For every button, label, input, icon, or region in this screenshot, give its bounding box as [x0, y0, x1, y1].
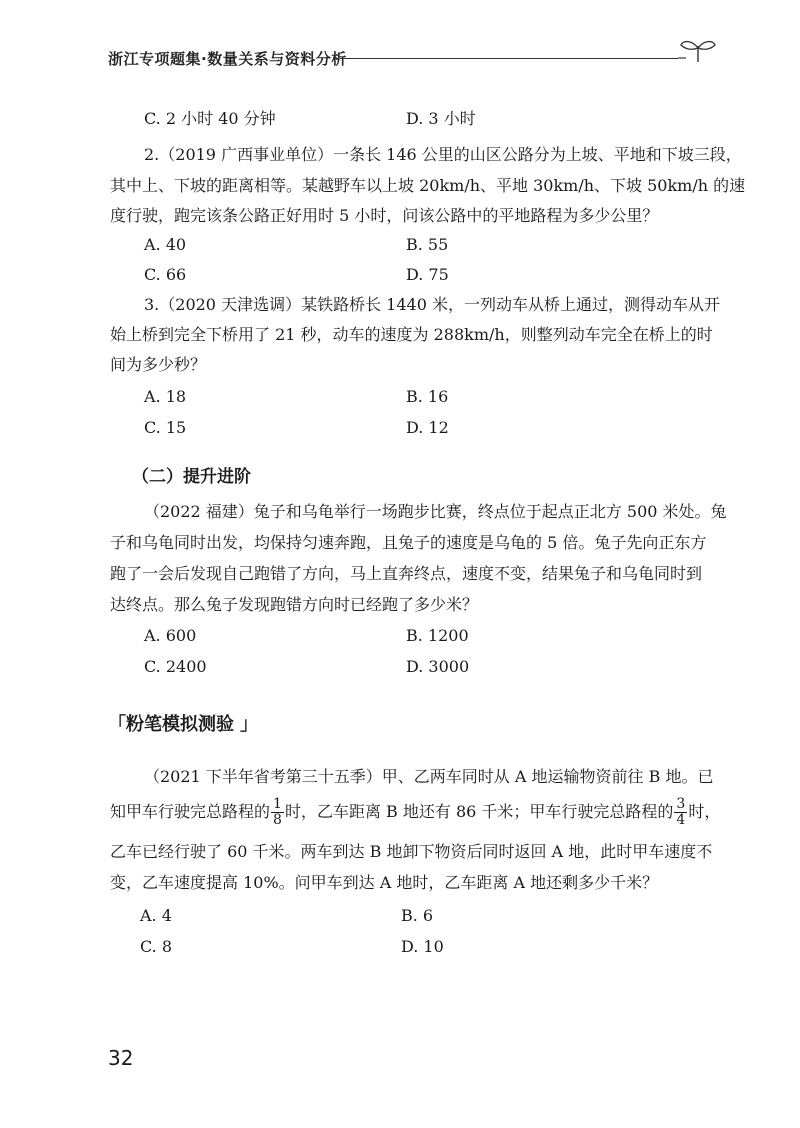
mock-option-c: C. 8	[140, 937, 173, 956]
option-d: D. 3 小时	[406, 109, 476, 128]
fraction-2-denominator: 4	[676, 811, 686, 828]
mock-option-a: A. 4	[140, 906, 172, 925]
mock-line-2	[110, 790, 720, 834]
fraction-1-numerator: 1	[273, 795, 282, 812]
mock-line-2-part-a: 知甲车行驶完总路程的	[110, 802, 271, 821]
mock-line-1: （2021 下半年省考第三十五季）甲、乙两车同时从 A 地运输物资前往 B 地。已	[144, 767, 714, 786]
header-rule	[340, 58, 678, 59]
fraction-1-denominator: 8	[273, 811, 282, 828]
mock-line-4: 变，乙车速度提高 10%。问甲车到达 A 地时，乙车距离 A 地还剩多少千米？	[110, 873, 659, 892]
page-number: 32	[108, 1046, 134, 1070]
s2-line-4: 达终点。那么兔子发现跑错方向时已经跑了多少米？	[110, 595, 479, 614]
q3-line-3: 间为多少秒？	[110, 355, 207, 374]
mock-bracket-right: 」	[240, 714, 258, 735]
s2-option-d: D. 3000	[406, 657, 470, 676]
s2-option-b: B. 1200	[406, 626, 469, 645]
q2-line-2: 其中上、下坡的距离相等。某越野车以上坡 20km/h、平地 30km/h、下坡 50km/h 的速	[110, 176, 746, 195]
s2-line-2: 子和乌龟同时出发，均保持匀速奔跑，且兔子的速度是乌龟的 5 倍。兔子先向正东方	[110, 533, 707, 552]
sprout-icon	[678, 36, 718, 64]
q3-option-b: B. 16	[406, 387, 449, 406]
q3-option-d: D. 12	[406, 418, 449, 437]
q2-line-1: 2.（2019 广西事业单位）一条长 146 公里的山区公路分为上坡、平地和下坡三段，	[144, 145, 742, 164]
q3-option-c: C. 15	[144, 418, 187, 437]
mock-option-b: B. 6	[401, 906, 434, 925]
q3-line-2: 始上桥到完全下桥用了 21 秒，动车的速度为 288km/h，则整列动车完全在桥上的时	[110, 325, 713, 344]
mock-line-2-part-b: 时，乙车距离 B 地还有 86 千米；甲车行驶完总路程的	[284, 802, 674, 821]
mock-line-3: 乙车已经行驶了 60 千米。两车到达 B 地卸下物资后同时返回 A 地，此时甲车速度不	[110, 842, 713, 861]
s2-option-c: C. 2400	[144, 657, 207, 676]
q2-option-c: C. 66	[144, 265, 187, 284]
q2-option-b: B. 55	[406, 235, 449, 254]
mock-heading	[108, 710, 258, 736]
fraction-one-eighth	[271, 797, 284, 828]
q3-option-a: A. 18	[144, 387, 187, 406]
fraction-three-quarters	[674, 797, 687, 828]
q2-line-3: 度行驶，跑完该条公路正好用时 5 小时，问该公路中的平地路程为多少公里？	[110, 206, 659, 225]
mock-title: 粉笔模拟测验	[126, 714, 234, 735]
section-title: （二）提升进阶	[132, 467, 251, 487]
s2-option-a: A. 600	[144, 626, 197, 645]
option-c: C. 2 小时 40 分钟	[144, 109, 276, 128]
q2-option-d: D. 75	[406, 265, 449, 284]
q3-line-1: 3.（2020 天津选调）某铁路桥长 1440 米，一列动车从桥上通过，测得动车从开	[144, 295, 720, 314]
q2-option-a: A. 40	[144, 235, 187, 254]
mock-line-2-part-c: 时，	[688, 802, 721, 821]
running-header: 浙江专项题集·数量关系与资料分析	[108, 50, 347, 68]
s2-line-1: （2022 福建）兔子和乌龟举行一场跑步比赛，终点位于起点正北方 500 米处。兔	[144, 502, 727, 521]
s2-line-3: 跑了一会后发现自己跑错了方向，马上直奔终点，速度不变，结果兔子和乌龟同时到	[110, 564, 703, 583]
mock-bracket-left: 「	[108, 714, 126, 735]
fraction-2-numerator: 3	[676, 795, 686, 812]
mock-option-d: D. 10	[401, 937, 444, 956]
